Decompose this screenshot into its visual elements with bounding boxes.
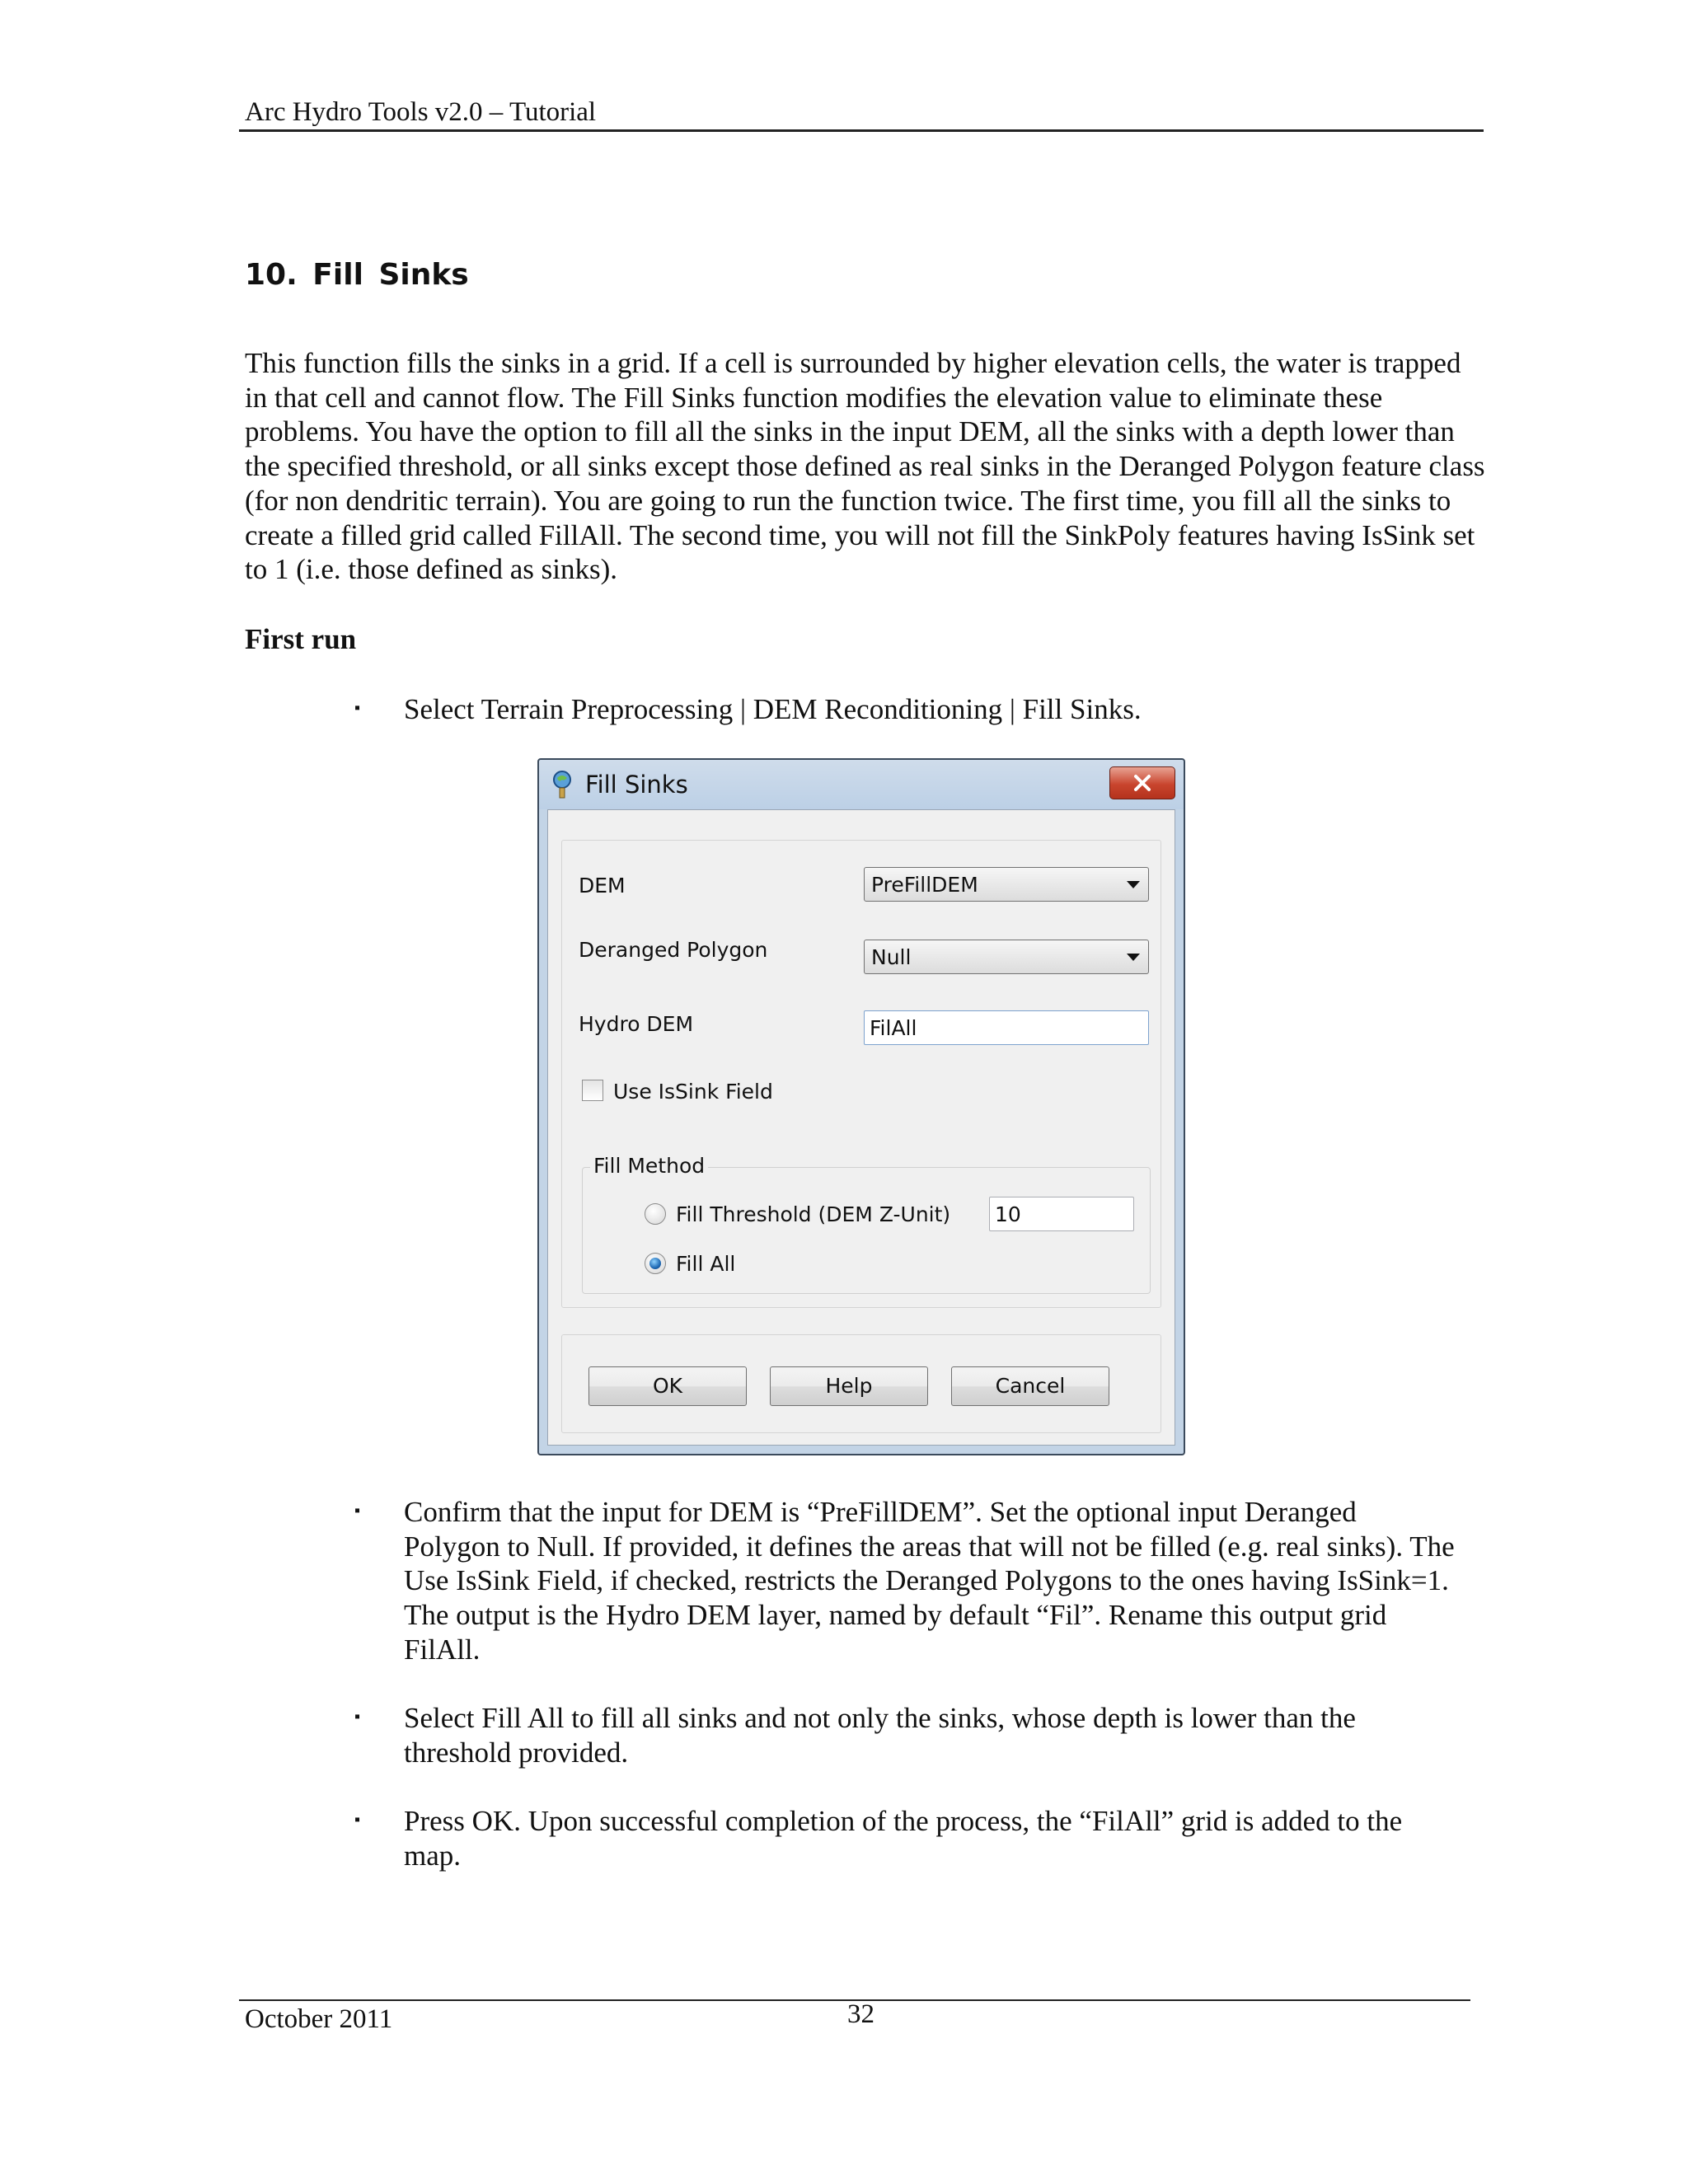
hydro-dem-input[interactable]	[864, 1010, 1149, 1045]
chevron-down-icon	[1127, 954, 1140, 961]
use-issink-checkbox[interactable]	[582, 1080, 603, 1101]
header-rule	[239, 129, 1484, 132]
fill-threshold-radio[interactable]	[645, 1203, 666, 1225]
bullet-marker: ▪	[354, 1502, 361, 1520]
fill-all-label: Fill All	[676, 1252, 736, 1276]
help-button[interactable]: Help	[770, 1366, 928, 1406]
dem-select[interactable]	[864, 867, 1149, 902]
fill-threshold-input[interactable]	[989, 1197, 1134, 1231]
footer-date: October 2011	[245, 2004, 393, 2034]
deranged-polygon-value: Null	[871, 945, 912, 969]
fill-method-legend: Fill Method	[590, 1154, 708, 1178]
bullet-item: Confirm that the input for DEM is “PreFillDEM”. Set the optional input Deranged Polygon to Null. If provided, it defines the areas that will not be filled (e.g. real sinks). The Use IsSink Field, if checked, restricts the Deranged Polygons to the ones having IsSink=1. The output is the Hydro DEM layer, named by default “Fil”. Rename this output grid FilAll.	[404, 1496, 1455, 1666]
dem-select-value: PreFillDEM	[871, 873, 978, 897]
parameters-panel	[561, 840, 1161, 1308]
button-panel	[561, 1334, 1161, 1433]
dialog-title: Fill Sinks	[585, 771, 688, 799]
running-header: Arc Hydro Tools v2.0 – Tutorial	[245, 97, 597, 127]
chevron-down-icon	[1127, 881, 1140, 888]
fill-threshold-label: Fill Threshold (DEM Z-Unit)	[676, 1202, 951, 1226]
dem-label: DEM	[579, 874, 626, 898]
dialog-titlebar	[539, 760, 1184, 809]
bullet-marker: ▪	[354, 1811, 361, 1829]
bullet-item: Select Fill All to fill all sinks and not only the sinks, whose depth is lower than the threshold provided.	[404, 1702, 1356, 1769]
deranged-polygon-select[interactable]	[864, 940, 1149, 974]
bullet-marker: ▪	[354, 699, 361, 717]
radio-selected-dot	[649, 1258, 661, 1269]
bullet-marker: ▪	[354, 1708, 361, 1726]
section-title: 10. Fill Sinks	[245, 258, 469, 292]
hydro-dem-label: Hydro DEM	[579, 1012, 694, 1036]
subheading-first-run: First run	[245, 623, 357, 655]
fill-all-radio[interactable]	[645, 1253, 666, 1274]
use-issink-label: Use IsSink Field	[613, 1080, 773, 1104]
bullet-item: Select Terrain Preprocessing | DEM Reconditioning | Fill Sinks.	[404, 693, 1142, 725]
cancel-button[interactable]: Cancel	[951, 1366, 1109, 1406]
dialog-client-area	[547, 809, 1175, 1446]
fill-sinks-dialog	[537, 758, 1185, 1455]
deranged-polygon-label: Deranged Polygon	[579, 938, 768, 962]
arc-hydro-icon	[551, 770, 574, 799]
page-number: 32	[847, 1999, 874, 2029]
close-icon	[1132, 774, 1153, 792]
fill-threshold-value: 10	[995, 1202, 1021, 1226]
ok-button[interactable]: OK	[588, 1366, 747, 1406]
hydro-dem-value: FilAll	[870, 1016, 917, 1040]
close-button[interactable]	[1109, 766, 1175, 799]
intro-paragraph: This function fills the sinks in a grid. If a cell is surrounded by higher elevation cells, the water is trapped in that cell and cannot flow. The Fill Sinks function modifies the elevation value to eliminate these problems. You have the option to fill all the sinks in the input DEM, all the sinks with a depth lower than the specified threshold, or all sinks except those defined as real sinks in the Deranged Polygon feature class (for non dendritic terrain). You are going to run the function twice. The first time, you fill all the sinks to create a filled grid called FillAll. The second time, you will not fill the SinkPoly features having IsSink set to 1 (i.e. those defined as sinks).	[245, 347, 1485, 586]
bullet-item: Press OK. Upon successful completion of the process, the “FilAll” grid is added to the map.	[404, 1805, 1403, 1872]
